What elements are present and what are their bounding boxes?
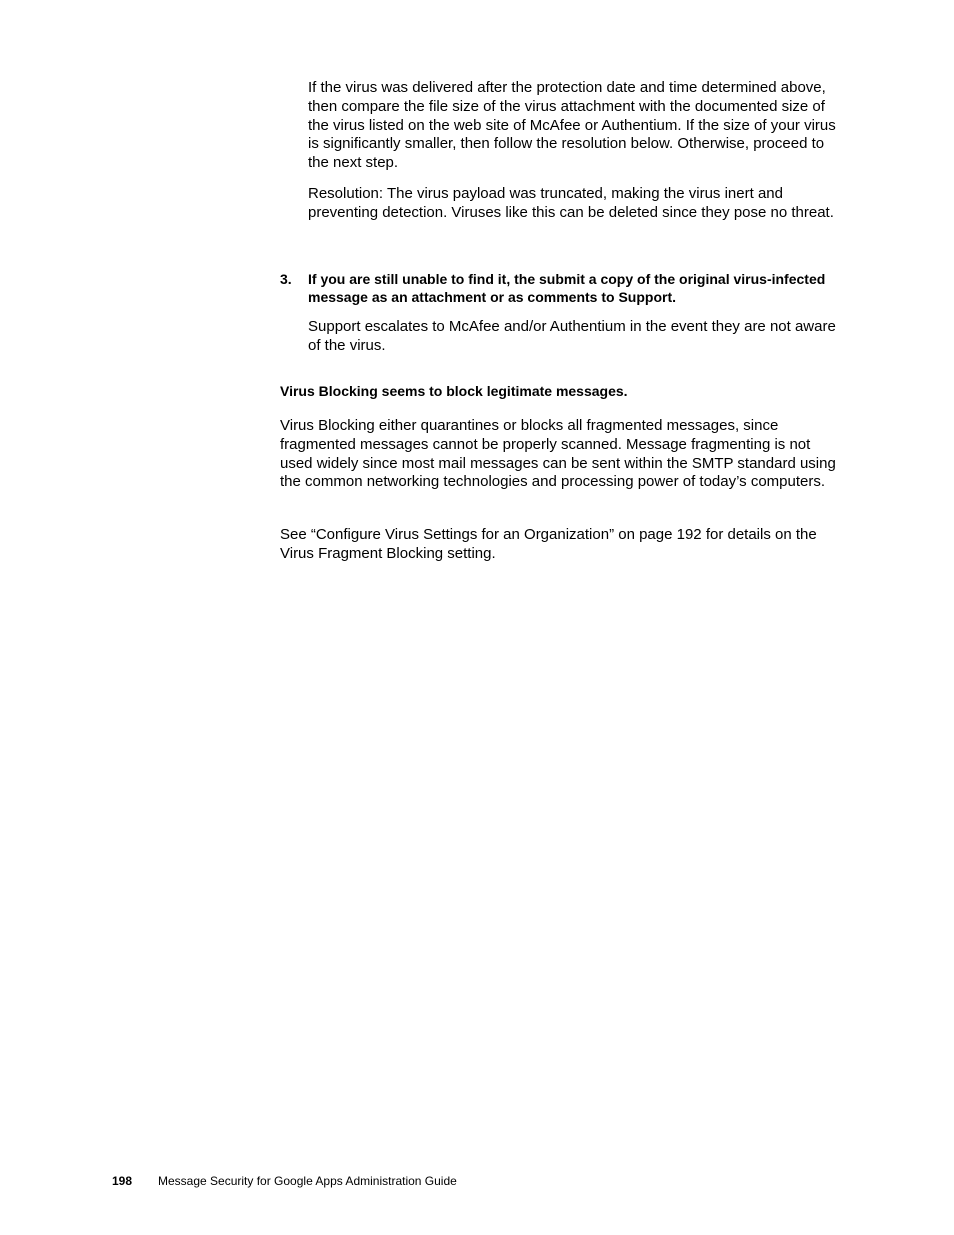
footer-title: Message Security for Google Apps Administration Guide xyxy=(158,1174,457,1188)
section-heading: Virus Blocking seems to block legitimate messages. xyxy=(280,383,628,399)
paragraph-resolution: Resolution: The virus payload was truncated, making the virus inert and preventing detection. Viruses like this can be deleted since they pose no threat. xyxy=(308,185,834,221)
step-text: If you are still unable to find it, the submit a copy of the original virus-infected message as an attachment or as comments to Support. xyxy=(308,271,826,305)
paragraph-file-size-check: If the virus was delivered after the protection date and time determined above, then compare the file size of the virus attachment with the documented size of the virus listed on the web site of McAfee or Authentium. If the size of your virus is significantly smaller, then follow the resolution below. Otherwise, proceed to the next step. xyxy=(308,79,836,172)
page-number: 198 xyxy=(112,1174,133,1188)
paragraph-see-reference: See “Configure Virus Settings for an Organization” on page 192 for details on the Virus Fragment Blocking setting. xyxy=(280,526,817,562)
paragraph-virus-blocking: Virus Blocking either quarantines or blocks all fragmented messages, since fragmented messages cannot be properly scanned. Message fragmenting is not used widely since most mail messages can be sent within the SMTP standard using the common networking technologies and processing power of today’s computers. xyxy=(280,417,836,491)
paragraph-support-escalates: Support escalates to McAfee and/or Authentium in the event they are not aware of the virus. xyxy=(308,318,836,354)
step-number: 3. xyxy=(280,271,292,287)
